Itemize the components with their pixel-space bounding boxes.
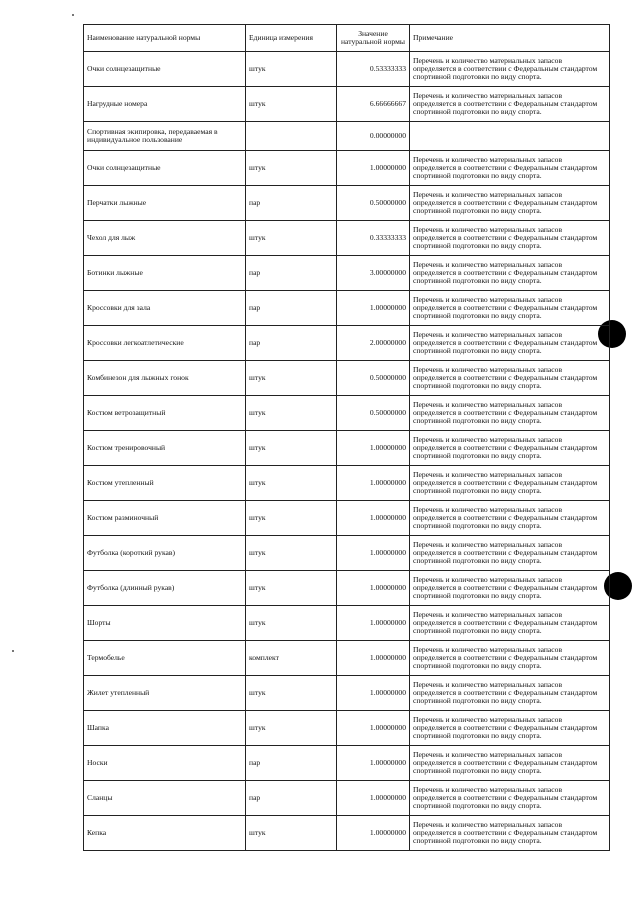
cell-note: Перечень и количество материальных запасов определяется в соответствии с Федеральным стандартом спортивной подготовки по виду спорта. [410,606,610,641]
cell-name: Жилет утепленный [84,676,246,711]
cell-note: Перечень и количество материальных запасов определяется в соответствии с Федеральным стандартом спортивной подготовки по виду спорта. [410,326,610,361]
cell-note: Перечень и количество материальных запасов определяется в соответствии с Федеральным стандартом спортивной подготовки по виду спорта. [410,396,610,431]
cell-note: Перечень и количество материальных запасов определяется в соответствии с Федеральным стандартом спортивной подготовки по виду спорта. [410,151,610,186]
cell-note: Перечень и количество материальных запасов определяется в соответствии с Федеральным стандартом спортивной подготовки по виду спорта. [410,87,610,122]
cell-value: 2.00000000 [337,326,410,361]
cell-note: Перечень и количество материальных запасов определяется в соответствии с Федеральным стандартом спортивной подготовки по виду спорта. [410,501,610,536]
cell-name: Ботинки лыжные [84,256,246,291]
cell-name: Костюм утепленный [84,466,246,501]
cell-unit: штук [246,816,337,851]
cell-value: 0.50000000 [337,361,410,396]
norms-table [83,24,610,851]
cell-unit: штук [246,151,337,186]
cell-note: Перечень и количество материальных запасов определяется в соответствии с Федеральным стандартом спортивной подготовки по виду спорта. [410,361,610,396]
cell-unit: штук [246,606,337,641]
scan-speck [72,14,74,16]
cell-value: 0.00000000 [337,122,410,151]
cell-note: Перечень и количество материальных запасов определяется в соответствии с Федеральным стандартом спортивной подготовки по виду спорта. [410,816,610,851]
table-row [84,361,610,396]
cell-name: Футболка (длинный рукав) [84,571,246,606]
cell-value: 0.50000000 [337,396,410,431]
cell-name: Шорты [84,606,246,641]
table-row [84,122,610,151]
cell-unit: штук [246,571,337,606]
table-row [84,326,610,361]
cell-value: 1.00000000 [337,606,410,641]
cell-unit: пар [246,326,337,361]
cell-unit: штук [246,396,337,431]
cell-value: 1.00000000 [337,536,410,571]
cell-value: 1.00000000 [337,816,410,851]
cell-unit: штук [246,676,337,711]
table-row [84,746,610,781]
cell-name: Кроссовки легкоатлетические [84,326,246,361]
cell-name: Носки [84,746,246,781]
table-row [84,676,610,711]
table-body [84,52,610,851]
table-row [84,711,610,746]
table-row [84,816,610,851]
column-header-value: Значение натуральной нормы [337,25,410,52]
cell-note: Перечень и количество материальных запасов определяется в соответствии с Федеральным стандартом спортивной подготовки по виду спорта. [410,52,610,87]
cell-name: Костюм тренировочный [84,431,246,466]
cell-note: Перечень и количество материальных запасов определяется в соответствии с Федеральным стандартом спортивной подготовки по виду спорта. [410,256,610,291]
cell-name: Сланцы [84,781,246,816]
cell-name: Спортивная экипировка, передаваемая в индивидуальное пользование [84,122,246,151]
column-header-unit: Единица измерения [246,25,337,52]
cell-value: 0.33333333 [337,221,410,256]
column-header-name: Наименование натуральной нормы [84,25,246,52]
cell-unit: штук [246,466,337,501]
cell-name: Нагрудные номера [84,87,246,122]
cell-name: Перчатки лыжные [84,186,246,221]
table-row [84,571,610,606]
table-row [84,291,610,326]
cell-value: 1.00000000 [337,781,410,816]
cell-unit: штук [246,52,337,87]
table-row [84,256,610,291]
cell-value: 6.66666667 [337,87,410,122]
cell-note: Перечень и количество материальных запасов определяется в соответствии с Федеральным стандартом спортивной подготовки по виду спорта. [410,641,610,676]
table-row [84,781,610,816]
table-row [84,186,610,221]
scan-speck [12,650,14,652]
cell-note: Перечень и количество материальных запасов определяется в соответствии с Федеральным стандартом спортивной подготовки по виду спорта. [410,466,610,501]
cell-name: Комбинезон для лыжных гонок [84,361,246,396]
table-row [84,396,610,431]
cell-name: Термобелье [84,641,246,676]
table-row [84,87,610,122]
cell-note [410,122,610,151]
cell-note: Перечень и количество материальных запасов определяется в соответствии с Федеральным стандартом спортивной подготовки по виду спорта. [410,291,610,326]
cell-name: Очки солнцезащитные [84,52,246,87]
cell-note: Перечень и количество материальных запасов определяется в соответствии с Федеральным стандартом спортивной подготовки по виду спорта. [410,711,610,746]
table-row [84,641,610,676]
cell-value: 1.00000000 [337,431,410,466]
cell-note: Перечень и количество материальных запасов определяется в соответствии с Федеральным стандартом спортивной подготовки по виду спорта. [410,676,610,711]
cell-unit: штук [246,536,337,571]
cell-unit: штук [246,221,337,256]
cell-unit: пар [246,781,337,816]
cell-note: Перечень и количество материальных запасов определяется в соответствии с Федеральным стандартом спортивной подготовки по виду спорта. [410,221,610,256]
cell-value: 1.00000000 [337,501,410,536]
cell-note: Перечень и количество материальных запасов определяется в соответствии с Федеральным стандартом спортивной подготовки по виду спорта. [410,781,610,816]
cell-value: 1.00000000 [337,571,410,606]
cell-unit: штук [246,87,337,122]
cell-unit: штук [246,501,337,536]
cell-value: 1.00000000 [337,711,410,746]
cell-unit: штук [246,361,337,396]
cell-name: Кепка [84,816,246,851]
table-header-row [84,25,610,52]
cell-note: Перечень и количество материальных запасов определяется в соответствии с Федеральным стандартом спортивной подготовки по виду спорта. [410,536,610,571]
cell-value: 1.00000000 [337,291,410,326]
table-row [84,501,610,536]
cell-unit: штук [246,711,337,746]
cell-note: Перечень и количество материальных запасов определяется в соответствии с Федеральным стандартом спортивной подготовки по виду спорта. [410,571,610,606]
cell-unit: пар [246,256,337,291]
cell-unit: пар [246,746,337,781]
cell-value: 1.00000000 [337,151,410,186]
cell-value: 1.00000000 [337,746,410,781]
cell-unit [246,122,337,151]
cell-unit: пар [246,186,337,221]
cell-name: Кроссовки для зала [84,291,246,326]
cell-value: 0.50000000 [337,186,410,221]
table-row [84,151,610,186]
cell-unit: пар [246,291,337,326]
table-row [84,52,610,87]
cell-unit: комплект [246,641,337,676]
column-header-note: Примечание [410,25,610,52]
cell-value: 3.00000000 [337,256,410,291]
cell-value: 1.00000000 [337,466,410,501]
table-row [84,466,610,501]
cell-note: Перечень и количество материальных запасов определяется в соответствии с Федеральным стандартом спортивной подготовки по виду спорта. [410,746,610,781]
cell-name: Шапка [84,711,246,746]
cell-value: 1.00000000 [337,641,410,676]
table-row [84,221,610,256]
cell-value: 0.53333333 [337,52,410,87]
cell-note: Перечень и количество материальных запасов определяется в соответствии с Федеральным стандартом спортивной подготовки по виду спорта. [410,186,610,221]
cell-value: 1.00000000 [337,676,410,711]
cell-name: Очки солнцезащитные [84,151,246,186]
cell-name: Футболка (короткий рукав) [84,536,246,571]
table-row [84,606,610,641]
cell-name: Чехол для лыж [84,221,246,256]
cell-note: Перечень и количество материальных запасов определяется в соответствии с Федеральным стандартом спортивной подготовки по виду спорта. [410,431,610,466]
table-row [84,536,610,571]
cell-unit: штук [246,431,337,466]
cell-name: Костюм разминочный [84,501,246,536]
table-row [84,431,610,466]
cell-name: Костюм ветрозащитный [84,396,246,431]
